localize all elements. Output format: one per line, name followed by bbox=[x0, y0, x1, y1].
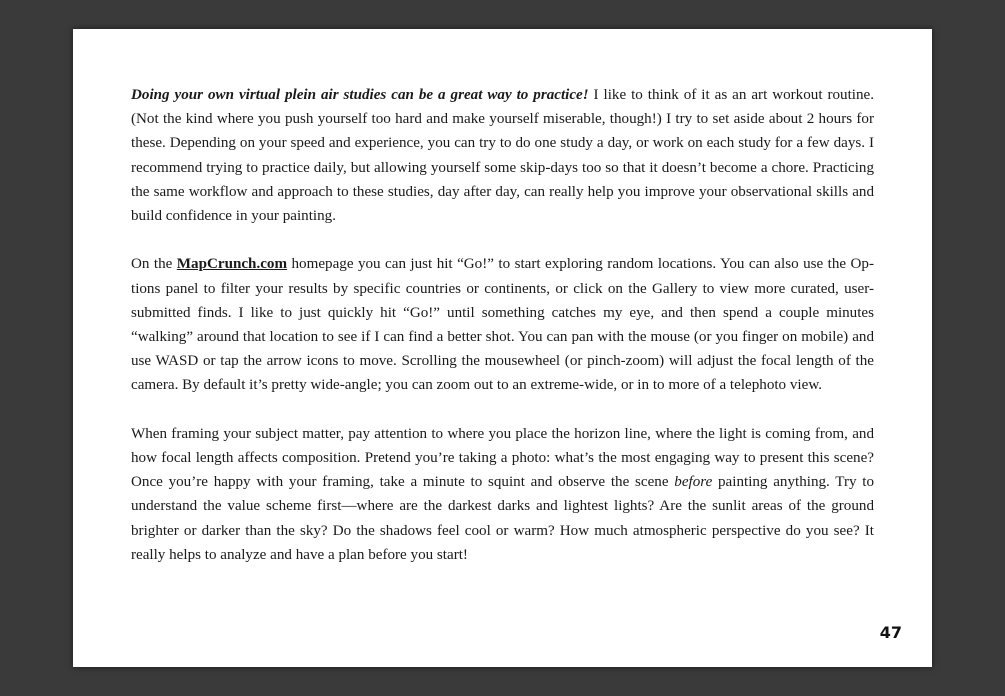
paragraph-text: On the bbox=[131, 256, 177, 273]
mapcrunch-link[interactable]: MapCrunch.com bbox=[176, 256, 288, 273]
page-body bbox=[131, 83, 874, 567]
paragraph-text: homepage you can just hit “Go!” to start exploring random locations. You can also use the Options panel to filter your results by specific countries or continents, or click on the Gallery to view more curated, user-submitted finds. I like to just quickly hit “Go!” until something catches my eye, and then spend a couple minutes “walking” around that location to see if I can find a better shot. You can pan with the mouse (or you finger on mobile) and use WASD or tap the arrow icons to move. Scrolling the mousewheel (or pinch-zoom) will adjust the focal length of the camera. By default it’s pretty wide-angle; you can zoom out to an extreme-wide, or in to more of a telephoto view. bbox=[131, 256, 874, 394]
emphasis-text: before bbox=[674, 474, 713, 491]
paragraph-2 bbox=[131, 252, 874, 397]
paragraph-text: painting anything. Try to understand the value scheme first—where are the darkest darks and lightest lights? Are the sunlit areas of the ground brighter or darker than the sky? Do the shadows feel cool or warm? How much atmospheric perspective do you see? It really helps to analyze and have a plan before you start! bbox=[131, 474, 875, 563]
paragraph-text: When framing your subject matter, pay attention to where you place the horizon line, where the light is coming from, and how focal length affects composition. Pretend you’re taking a photo: what’s the most engaging way to present this scene? Once you’re happy with your framing, take a minute to squint and observe the scene bbox=[131, 425, 874, 491]
paragraph-text: I like to think of it as an art workout routine. (Not the kind where you push yourself too hard and make yourself miserable, though!) I try to set aside about 2 hours for these. Depending on your speed and experience, you can try to do one study a day, or work on each study for a few days. I recommend trying to practice daily, but allowing yourself some skip-days too so that it doesn’t become a chore. Practicing the same workflow and approach to these studies, day after day, can really help you improve your observational skills and build confidence in your painting. bbox=[131, 87, 874, 225]
document-page bbox=[73, 29, 932, 667]
page-number: 47 bbox=[879, 623, 902, 642]
paragraph-lead: Doing your own virtual plein air studies can be a great way to practice! bbox=[131, 87, 589, 103]
paragraph-3 bbox=[131, 422, 874, 567]
paragraph-1 bbox=[131, 83, 874, 228]
